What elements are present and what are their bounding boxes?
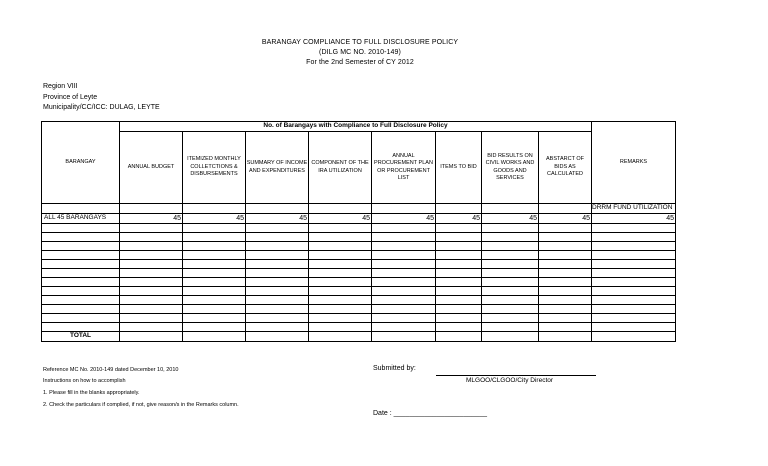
table-row	[42, 269, 676, 278]
header-bid-results: BID RESULTS ON CIVIL WORKS AND GOODS AND SERVICES	[482, 132, 539, 204]
table-row	[42, 296, 676, 305]
header-annual-budget: ANNUAL BUDGET	[120, 132, 183, 204]
subheader-row	[42, 204, 676, 214]
header-itemized: ITEMIZED MONTHLY COLLETCTIONS & DISBURSEMENTS	[183, 132, 246, 204]
region-label: Region VIII	[43, 83, 78, 90]
form-reference: (DILG MC NO. 2010-149)	[319, 49, 401, 56]
table-row	[42, 305, 676, 314]
header-summary: SUMMARY OF INCOME AND EXPENDITURES	[246, 132, 309, 204]
table-caption: No. of Barangays with Compliance to Full Disclosure Policy	[120, 122, 592, 132]
table-row	[42, 287, 676, 296]
cell-summary: 45	[246, 213, 309, 223]
cell-annual-budget: 45	[120, 213, 183, 223]
table-row	[42, 251, 676, 260]
table-row	[42, 242, 676, 251]
table-row	[42, 213, 676, 223]
form-title: BARANGAY COMPLIANCE TO FULL DISCLOSURE POLICY	[261, 39, 459, 46]
table-row	[42, 224, 676, 233]
table-row	[42, 260, 676, 269]
cell-items-to-bid: 45	[436, 213, 482, 223]
cell-drrm: 45	[592, 213, 676, 223]
header-component: COMPONENT OF THE IRA UTILIZATION	[309, 132, 372, 204]
header-remarks: REMARKS	[592, 122, 676, 204]
header-procurement: ANNUAL PROCUREMENT PLAN OR PROCUREMENT LIST	[372, 132, 436, 204]
instructions-heading: Instructions on how to accomplish	[43, 378, 126, 384]
cell-itemized: 45	[183, 213, 246, 223]
table-row	[42, 314, 676, 323]
table-row	[42, 278, 676, 287]
instruction-step-1: 1. Please fill in the blanks appropriately.	[43, 390, 140, 396]
date-field: Date : ________________________	[373, 410, 488, 417]
province-label: Province of Leyte	[43, 94, 98, 101]
header-items-to-bid: ITEMS TO BID	[436, 132, 482, 204]
reference-note: Reference MC No. 2010-149 dated December 10, 2010	[43, 367, 179, 373]
table-row	[42, 233, 676, 242]
form-period: For the 2nd Semester of CY 2012	[306, 59, 414, 66]
table-row	[42, 323, 676, 332]
signatory-role: MLGOO/CLGOO/City Director	[466, 377, 554, 384]
header-abstract: ABSTARCT OF BIDS AS CALCULATED	[539, 132, 592, 204]
cell-procurement: 45	[372, 213, 436, 223]
header-barangay: BARANGAY	[42, 122, 120, 204]
instruction-step-2: 2. Check the particulars if complied, if not, give reason/s in the Remarks column.	[43, 402, 239, 408]
submitted-by-label: Submitted by:	[373, 365, 416, 372]
cell-abstract: 45	[539, 213, 592, 223]
municipality-label: Municipality/CC/ICC: DULAG, LEYTE	[43, 104, 160, 111]
total-label: TOTAL	[42, 332, 120, 342]
drrm-label: DRRM FUND UTILIZATION	[592, 204, 676, 214]
cell-component: 45	[309, 213, 372, 223]
total-row	[42, 332, 676, 342]
cell-bid-results: 45	[482, 213, 539, 223]
compliance-table	[41, 121, 676, 342]
row-barangay: ALL 45 BARANGAYS	[42, 213, 120, 223]
signature-line	[436, 375, 596, 376]
